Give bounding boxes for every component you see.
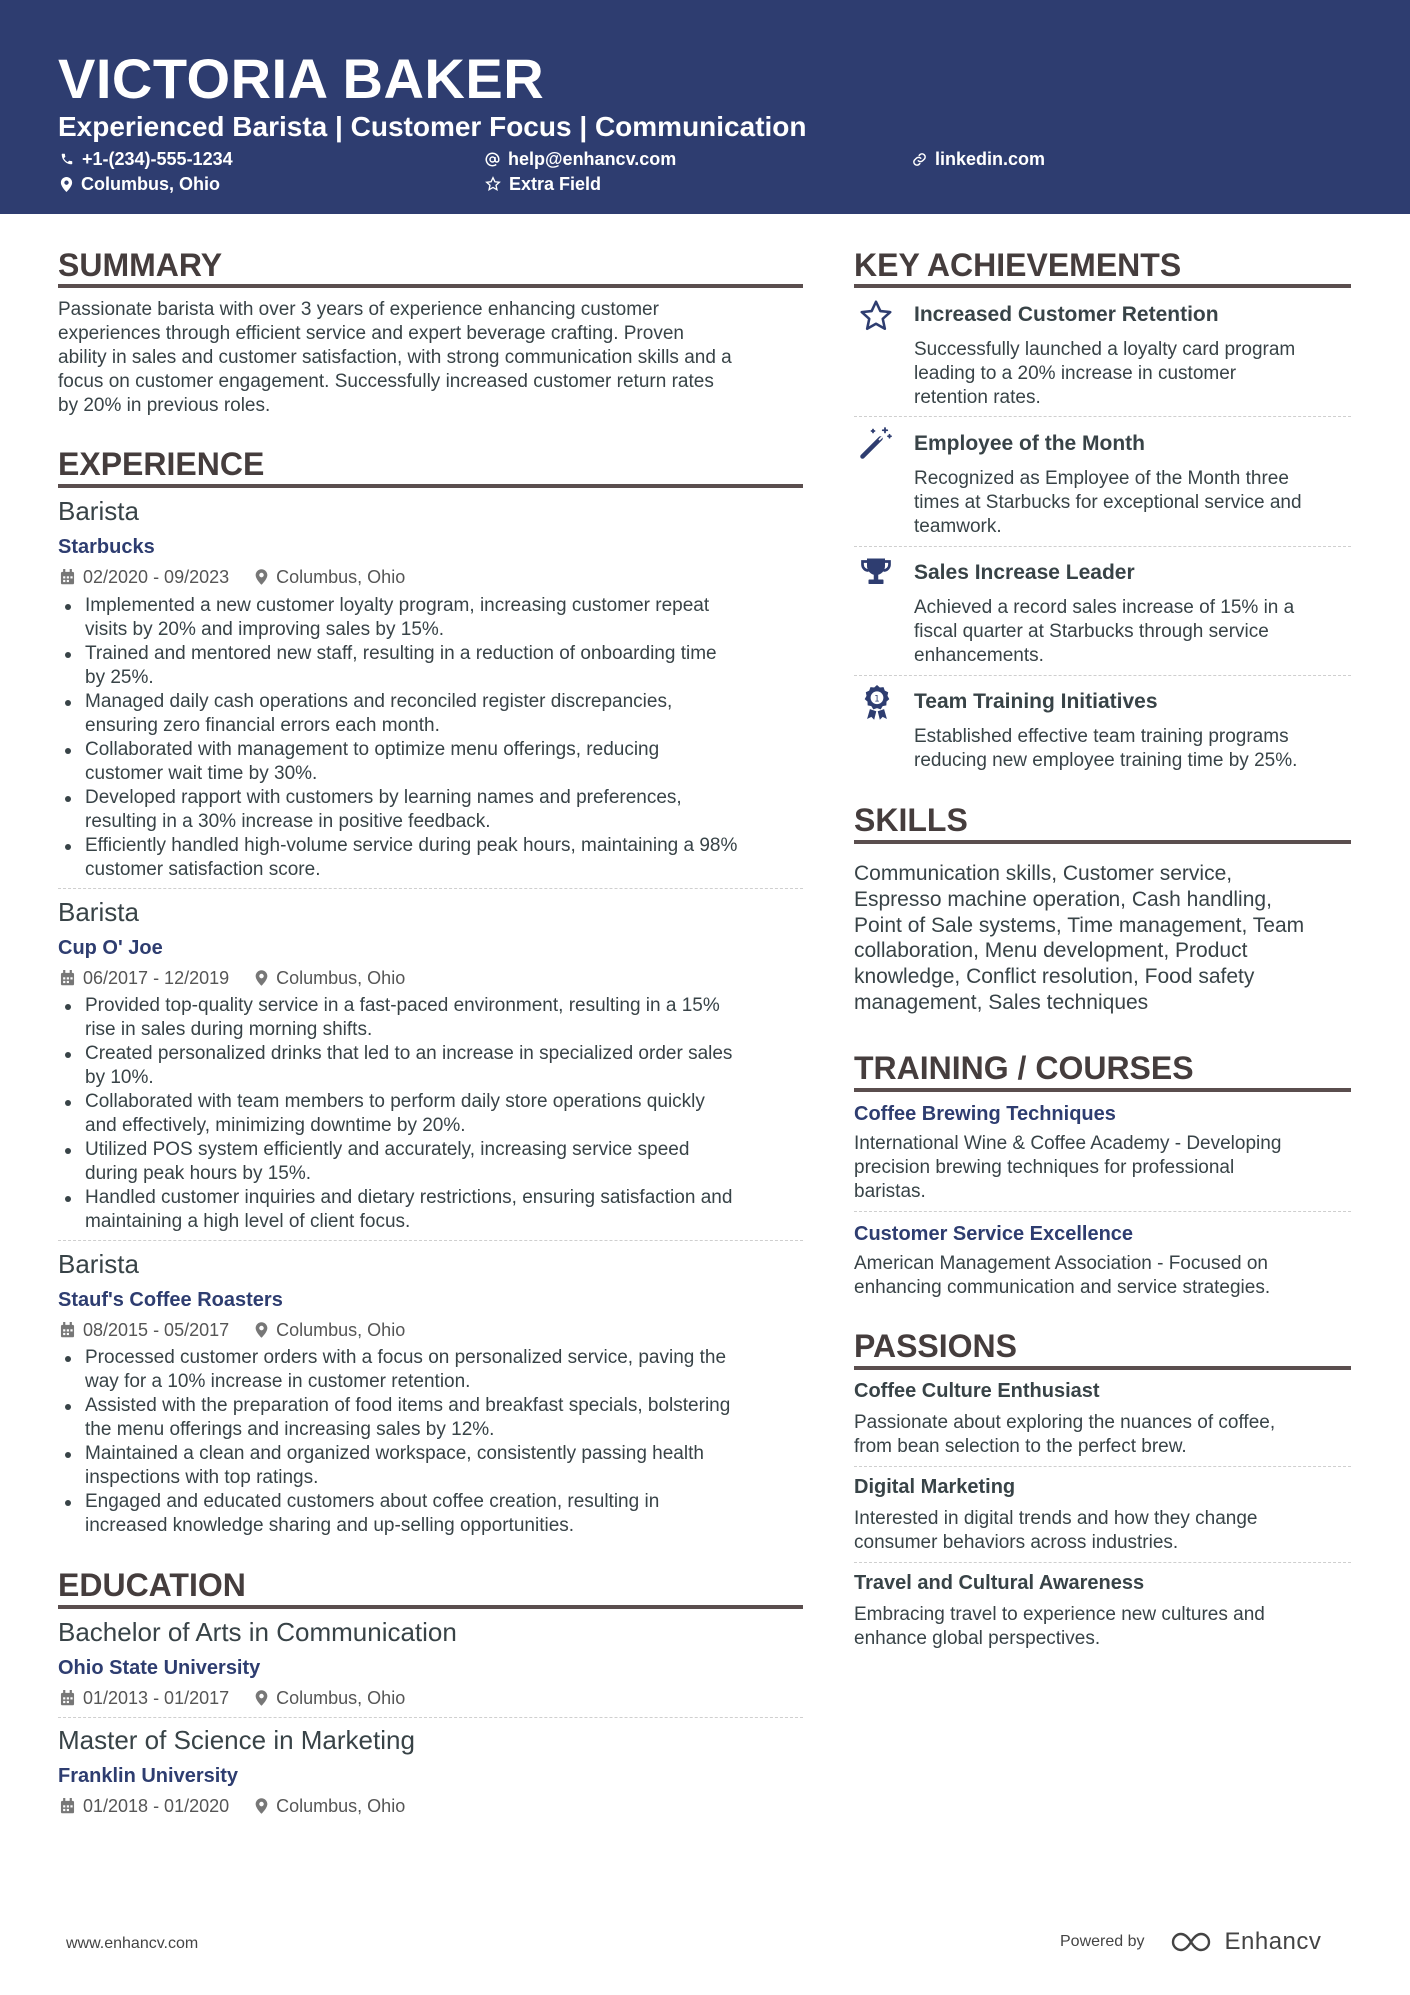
summary-heading: SUMMARY — [58, 247, 223, 283]
passion-desc: Embracing travel to experience new cultures and enhance global perspectives. — [854, 1604, 1265, 1649]
job-bullets — [58, 1346, 828, 1538]
job-meta — [60, 1318, 405, 1342]
calendar-icon — [60, 569, 75, 585]
job-meta — [60, 966, 405, 990]
skills-text: Communication skills, Customer service, Espresso machine operation, Cash handling, Point of Sale systems, Time management, Team collaboration, Menu development, Product knowledge, Conflict resolution, Food safety management, Sales techniques — [854, 862, 1305, 1014]
contact-phone[interactable] — [60, 147, 233, 171]
job-location: Columbus, Ohio — [276, 968, 406, 988]
summary-line: experiences through efficient service and expert beverage crafting. Proven — [58, 323, 684, 344]
course-desc: American Management Association - Focused on enhancing communication and service strategies. — [854, 1253, 1271, 1298]
candidate-title: Experienced Barista | Customer Focus | Communication — [58, 111, 807, 142]
edu-school: Franklin University — [58, 1765, 239, 1787]
divider — [854, 1466, 1351, 1467]
star-icon — [858, 298, 894, 334]
star-outline-icon — [485, 176, 501, 192]
divider — [854, 546, 1351, 547]
footer-website[interactable]: www.enhancv.com — [66, 1935, 199, 1952]
passion-title: Coffee Culture Enthusiast — [854, 1380, 1100, 1402]
achievement-title: Increased Customer Retention — [914, 303, 1219, 326]
phone-icon — [60, 152, 74, 166]
list-item: Implemented a new customer loyalty program, increasing customer repeat visits by 20% and improving sales by 15%. — [58, 594, 828, 642]
brand-name: Enhancv — [1224, 1928, 1322, 1955]
achievement-desc: Achieved a record sales increase of 15% in a fiscal quarter at Starbucks through service enhancements. — [914, 597, 1295, 666]
summary-line: focus on customer engagement. Successfully increased customer return rates — [58, 371, 714, 392]
header — [0, 0, 1410, 214]
experience-heading: EXPERIENCE — [58, 446, 265, 482]
list-item: Handled customer inquiries and dietary restrictions, ensuring satisfaction and maintaining a high level of client focus. — [58, 1186, 828, 1234]
location-pin-icon — [255, 1322, 268, 1338]
at-icon — [485, 152, 500, 167]
achievements-heading: KEY ACHIEVEMENTS — [854, 247, 1182, 283]
list-item: Maintained a clean and organized workspace, consistently passing health inspections with top ratings. — [58, 1442, 828, 1490]
location-pin-icon — [255, 569, 268, 585]
email-text: help@enhancv.com — [508, 149, 677, 169]
course-title: Coffee Brewing Techniques — [854, 1103, 1116, 1125]
location-pin-icon — [255, 1690, 268, 1706]
linkedin-text: linkedin.com — [935, 149, 1046, 169]
divider — [58, 888, 803, 889]
location-text: Columbus, Ohio — [81, 174, 220, 194]
phone-text: +1-(234)-555-1234 — [82, 149, 233, 169]
divider — [854, 1211, 1351, 1212]
achievements-rule — [854, 284, 1351, 288]
edu-location: Columbus, Ohio — [276, 1796, 406, 1816]
summary-line: Passionate barista with over 3 years of experience enhancing customer — [58, 299, 659, 320]
svg-text:1: 1 — [874, 694, 880, 705]
divider — [854, 675, 1351, 676]
summary-rule — [58, 284, 803, 288]
divider — [854, 416, 1351, 417]
achievement-title: Team Training Initiatives — [914, 690, 1158, 713]
divider — [58, 1717, 803, 1718]
footer-powered-by[interactable] — [1060, 1930, 1321, 1954]
passion-title: Digital Marketing — [854, 1476, 1016, 1498]
location-pin-icon — [255, 970, 268, 986]
contact-email[interactable] — [485, 147, 676, 171]
list-item: Processed customer orders with a focus on personalized service, paving the way for a 10% increase in customer retention. — [58, 1346, 828, 1394]
contact-linkedin[interactable] — [912, 147, 1045, 171]
job-company: Starbucks — [58, 536, 155, 558]
list-item: Efficiently handled high-volume service during peak hours, maintaining a 98% customer satisfaction score. — [58, 834, 828, 882]
location-pin-icon — [255, 1798, 268, 1814]
calendar-icon — [60, 1322, 75, 1338]
passion-title: Travel and Cultural Awareness — [854, 1572, 1145, 1594]
job-company: Cup O' Joe — [58, 937, 163, 959]
list-item: Developed rapport with customers by learning names and preferences, resulting in a 30% increase in positive feedback. — [58, 786, 828, 834]
edu-degree: Master of Science in Marketing — [58, 1725, 415, 1755]
job-role: Barista — [58, 496, 139, 526]
achievement-desc: Successfully launched a loyalty card program leading to a 20% increase in customer retention rates. — [914, 339, 1296, 408]
experience-rule — [58, 484, 803, 488]
award-ribbon-icon — [860, 683, 894, 721]
edu-dates: 01/2013 - 01/2017 — [83, 1688, 230, 1708]
calendar-icon — [60, 1798, 75, 1814]
edu-dates: 01/2018 - 01/2020 — [83, 1796, 230, 1816]
contact-location — [60, 172, 220, 196]
passion-desc: Interested in digital trends and how they change consumer behaviors across industries. — [854, 1508, 1258, 1553]
link-icon — [912, 152, 927, 167]
candidate-name: VICTORIA BAKER — [58, 47, 545, 110]
calendar-icon — [60, 970, 75, 986]
job-bullets — [58, 594, 828, 882]
skills-rule — [854, 840, 1351, 844]
job-meta — [60, 565, 405, 589]
job-role: Barista — [58, 897, 139, 927]
job-dates: 06/2017 - 12/2019 — [83, 968, 230, 988]
list-item: Assisted with the preparation of food items and breakfast specials, bolstering the menu offerings and increasing sales by 12%. — [58, 1394, 828, 1442]
edu-degree: Bachelor of Arts in Communication — [58, 1617, 457, 1647]
training-rule — [854, 1088, 1351, 1092]
achievement-desc: Established effective team training programs reducing new employee training time by 25%. — [914, 726, 1298, 771]
skills-heading: SKILLS — [854, 802, 968, 838]
list-item: Provided top-quality service in a fast-paced environment, resulting in a 15% rise in sales during morning shifts. — [58, 994, 828, 1042]
course-title: Customer Service Excellence — [854, 1223, 1134, 1245]
list-item: Trained and mentored new staff, resulting in a reduction of onboarding time by 25%. — [58, 642, 828, 690]
passions-heading: PASSIONS — [854, 1328, 1017, 1364]
edu-location: Columbus, Ohio — [276, 1688, 406, 1708]
achievement-desc: Recognized as Employee of the Month three times at Starbucks for exceptional service and teamwork. — [914, 468, 1302, 537]
achievement-title: Employee of the Month — [914, 432, 1145, 455]
powered-by-label: Powered by — [1060, 1933, 1145, 1950]
job-location: Columbus, Ohio — [276, 567, 406, 587]
job-bullets — [58, 994, 828, 1234]
contact-extra — [485, 172, 601, 196]
edu-meta — [60, 1794, 405, 1818]
education-heading: EDUCATION — [58, 1567, 246, 1603]
job-company: Stauf's Coffee Roasters — [58, 1289, 283, 1311]
passions-rule — [854, 1366, 1351, 1370]
list-item: Managed daily cash operations and reconciled register discrepancies, ensuring zero financial errors each month. — [58, 690, 828, 738]
extra-text: Extra Field — [509, 174, 602, 194]
enhancv-logo-icon — [1171, 1930, 1217, 1954]
summary-line: by 20% in previous roles. — [58, 395, 271, 416]
edu-school: Ohio State University — [58, 1657, 261, 1679]
achievement-title: Sales Increase Leader — [914, 561, 1135, 584]
calendar-icon — [60, 1690, 75, 1706]
job-dates: 02/2020 - 09/2023 — [83, 567, 230, 587]
training-heading: TRAINING / COURSES — [854, 1050, 1194, 1086]
job-location: Columbus, Ohio — [276, 1320, 406, 1340]
divider — [58, 1240, 803, 1241]
summary-text — [58, 298, 818, 418]
list-item: Collaborated with management to optimize menu offerings, reducing customer wait time by 30%. — [58, 738, 828, 786]
summary-line: ability in sales and customer satisfaction, with strong communication skills and a — [58, 347, 732, 368]
job-dates: 08/2015 - 05/2017 — [83, 1320, 230, 1340]
list-item: Collaborated with team members to perform daily store operations quickly and effectively, minimizing downtime by 20%. — [58, 1090, 828, 1138]
location-pin-icon — [60, 177, 73, 192]
edu-meta — [60, 1686, 405, 1710]
list-item: Created personalized drinks that led to an increase in specialized order sales by 10%. — [58, 1042, 828, 1090]
list-item: Utilized POS system efficiently and accurately, increasing service speed during peak hours by 15%. — [58, 1138, 828, 1186]
passion-desc: Passionate about exploring the nuances of coffee, from bean selection to the perfect brew. — [854, 1412, 1276, 1457]
divider — [854, 1562, 1351, 1563]
course-desc: International Wine & Coffee Academy - Developing precision brewing techniques for professional baristas. — [854, 1133, 1282, 1202]
job-role: Barista — [58, 1249, 139, 1279]
list-item: Engaged and educated customers about coffee creation, resulting in increased knowledge sharing and up-selling opportunities. — [58, 1490, 828, 1538]
trophy-icon — [858, 554, 894, 590]
education-rule — [58, 1605, 803, 1609]
magic-wand-icon — [858, 424, 894, 462]
